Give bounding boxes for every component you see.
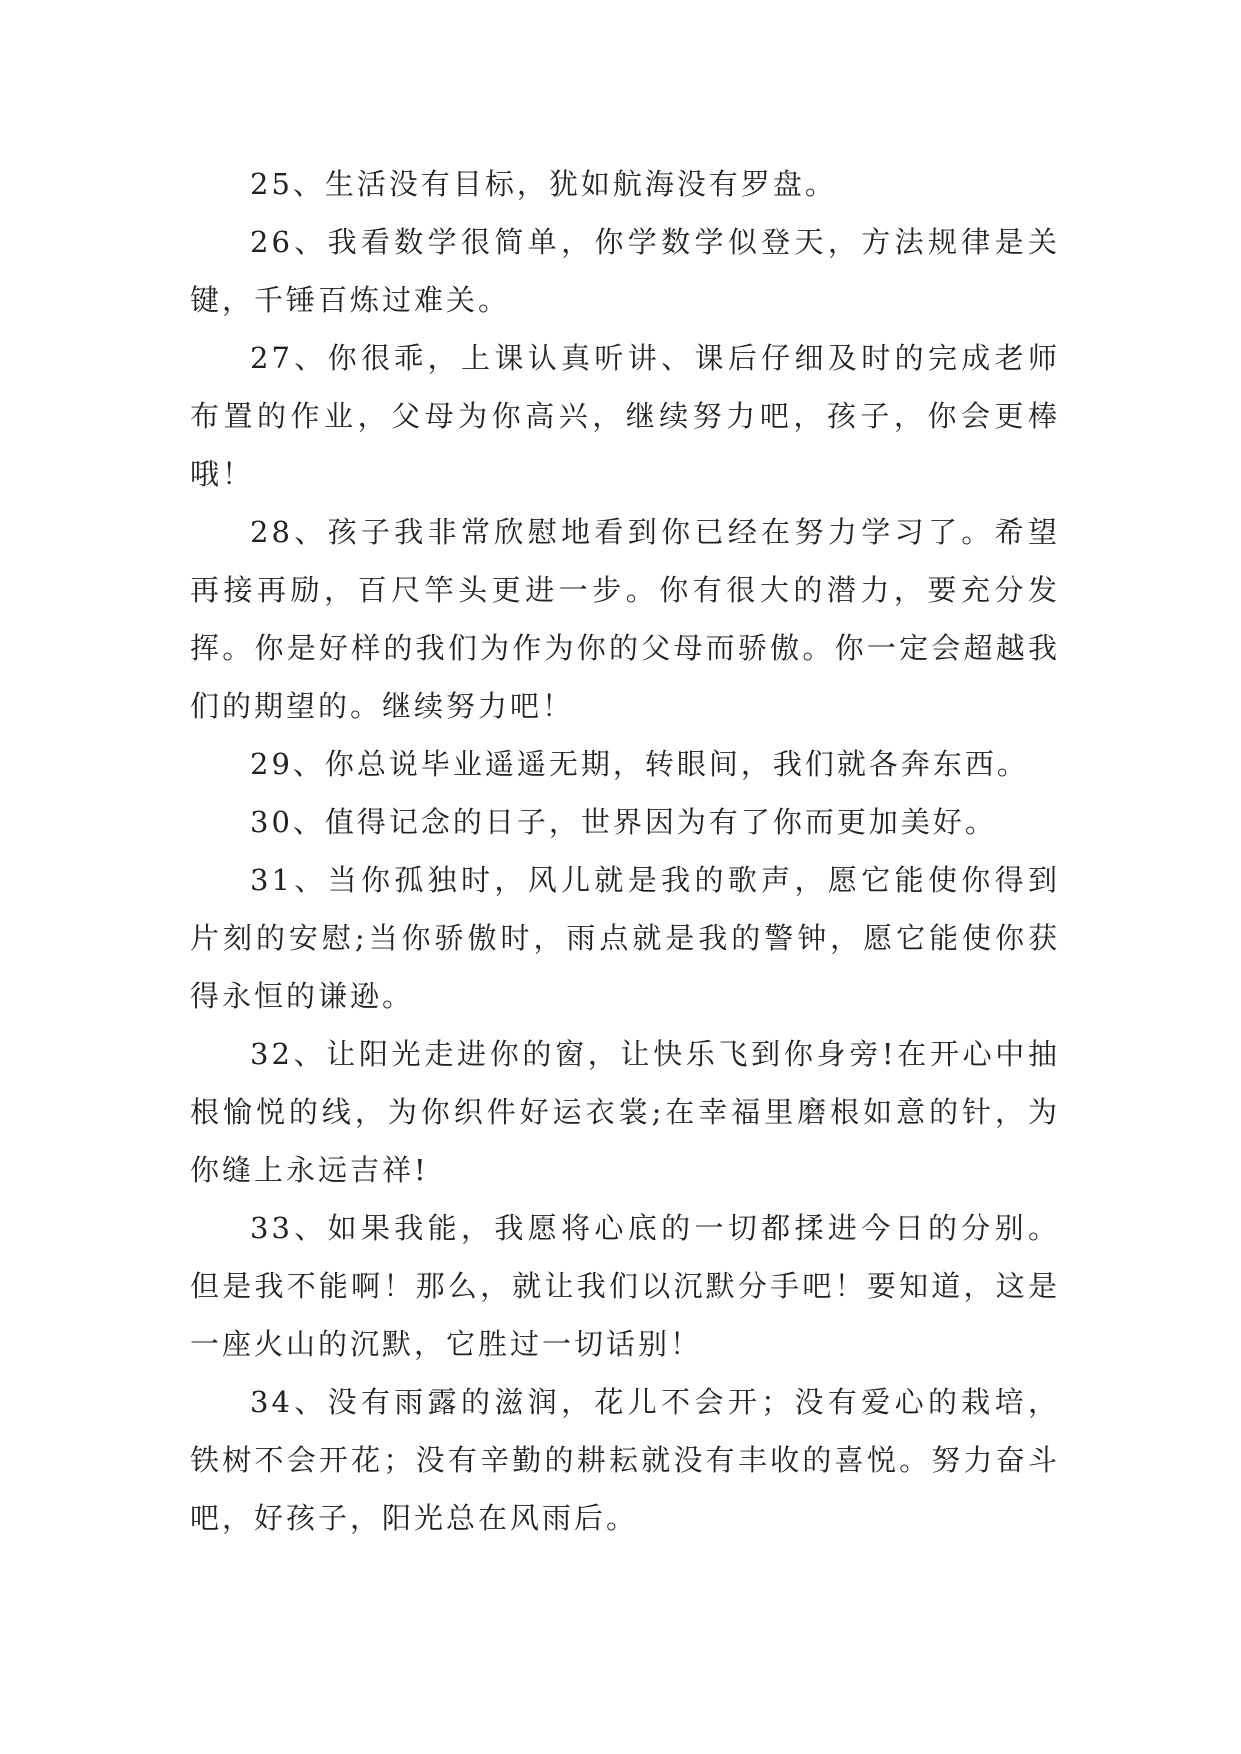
document-body — [190, 155, 1060, 1547]
paragraph-33: 33、如果我能，我愿将心底的一切都揉进今日的分别。但是我不能啊！那么，就让我们以沉默分手吧！要知道，这是一座火山的沉默，它胜过一切话别！ — [190, 1211, 1060, 1361]
paragraph-34: 34、没有雨露的滋润，花儿不会开；没有爱心的栽培，铁树不会开花；没有辛勤的耕耘就没有丰收的喜悦。努力奋斗吧，好孩子，阳光总在风雨后。 — [190, 1385, 1060, 1535]
paragraph-29: 29、你总说毕业遥遥无期，转眼间，我们就各奔东西。 — [250, 747, 1029, 781]
paragraph-25: 25、生活没有目标，犹如航海没有罗盘。 — [250, 167, 837, 201]
paragraph-26: 26、我看数学很简单，你学数学似登天，方法规律是关键，千锤百炼过难关。 — [190, 225, 1060, 317]
paragraph-27: 27、你很乖，上课认真听讲、课后仔细及时的完成老师布置的作业，父母为你高兴，继续努力吧，孩子，你会更棒哦！ — [190, 341, 1060, 491]
paragraph-31: 31、当你孤独时，风儿就是我的歌声，愿它能使你得到片刻的安慰;当你骄傲时，雨点就是我的警钟，愿它能使你获得永恒的谦逊。 — [190, 863, 1060, 1013]
paragraph-28: 28、孩子我非常欣慰地看到你已经在努力学习了。希望再接再励，百尺竿头更进一步。你有很大的潜力，要充分发挥。你是好样的我们为作为你的父母而骄傲。你一定会超越我们的期望的。继续努力吧！ — [190, 515, 1060, 723]
paragraph-30: 30、值得记念的日子，世界因为有了你而更加美好。 — [250, 805, 997, 839]
paragraph-32: 32、让阳光走进你的窗，让快乐飞到你身旁!在开心中抽根愉悦的线，为你织件好运衣裳;在幸福里磨根如意的针，为你缝上永远吉祥! — [190, 1037, 1060, 1187]
